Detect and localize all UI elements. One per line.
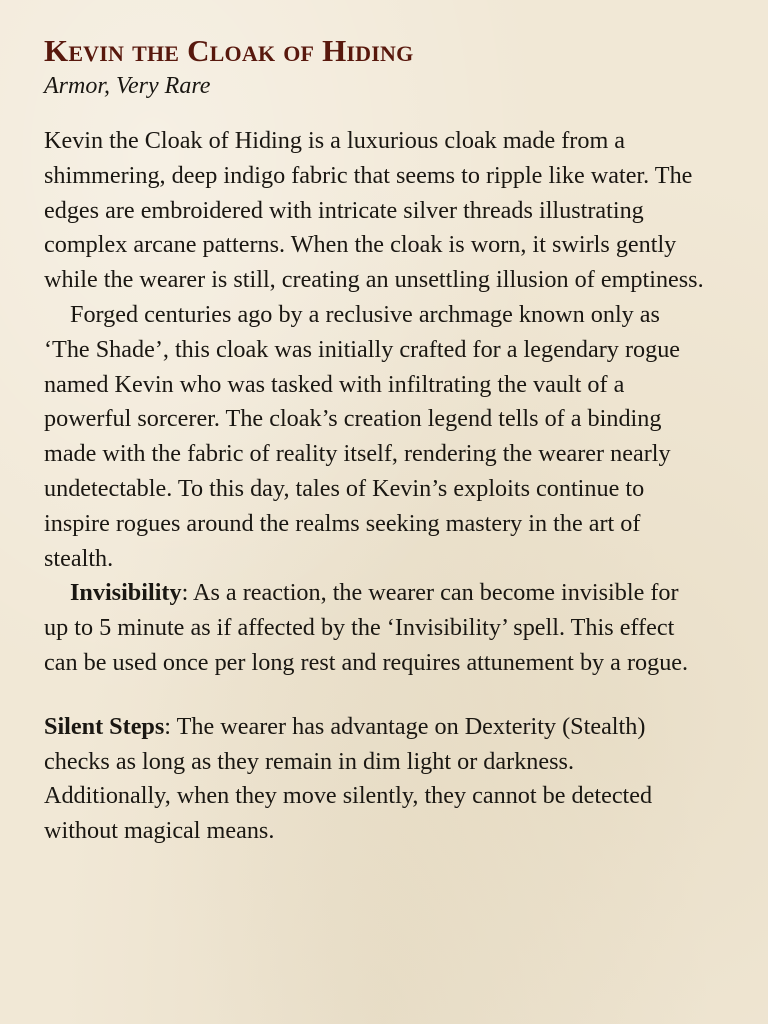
feature-name: Silent Steps xyxy=(44,712,165,740)
feature-invisibility xyxy=(44,576,704,680)
feature-silent-steps xyxy=(44,710,704,849)
item-title: Kevin the Cloak of Hiding xyxy=(44,33,414,68)
item-subtitle: Armor, Very Rare xyxy=(44,73,211,99)
feature-name: Invisibility xyxy=(70,579,182,607)
feature-text: : The wearer has advantage on Dexterity (Stealth) checks as long as they remain in dim light or darkness. Additionally, when they move silently, they cannot be detected without magical means. xyxy=(44,712,653,845)
item-card xyxy=(44,32,704,849)
description-paragraph: Kevin the Cloak of Hiding is a luxurious cloak made from a shimmering, deep indigo fabric that seems to ripple like water. The edges are embroidered with intricate silver threads illustrating complex arcane patterns. When the cloak is worn, it swirls gently while the wearer is still, creating an unsettling illusion of emptiness. xyxy=(44,127,704,294)
history-paragraph: Forged centuries ago by a reclusive archmage known only as ‘The Shade’, this cloak was initially crafted for a legendary rogue named Kevin who was tasked with infiltrating the vault of a powerful sorcerer. The cloak’s creation legend tells of a binding made with the fabric of reality itself, rendering the wearer nearly undetectable. To this day, tales of Kevin’s exploits continue to inspire rogues around the realms seeking mastery in the art of stealth. xyxy=(44,300,681,572)
feature-text: : As a reaction, the wearer can become invisible for up to 5 minute as if affected by the ‘Invisibility’ spell. This effect can be used once per long rest and requires attunement by a rogue. xyxy=(44,579,689,676)
